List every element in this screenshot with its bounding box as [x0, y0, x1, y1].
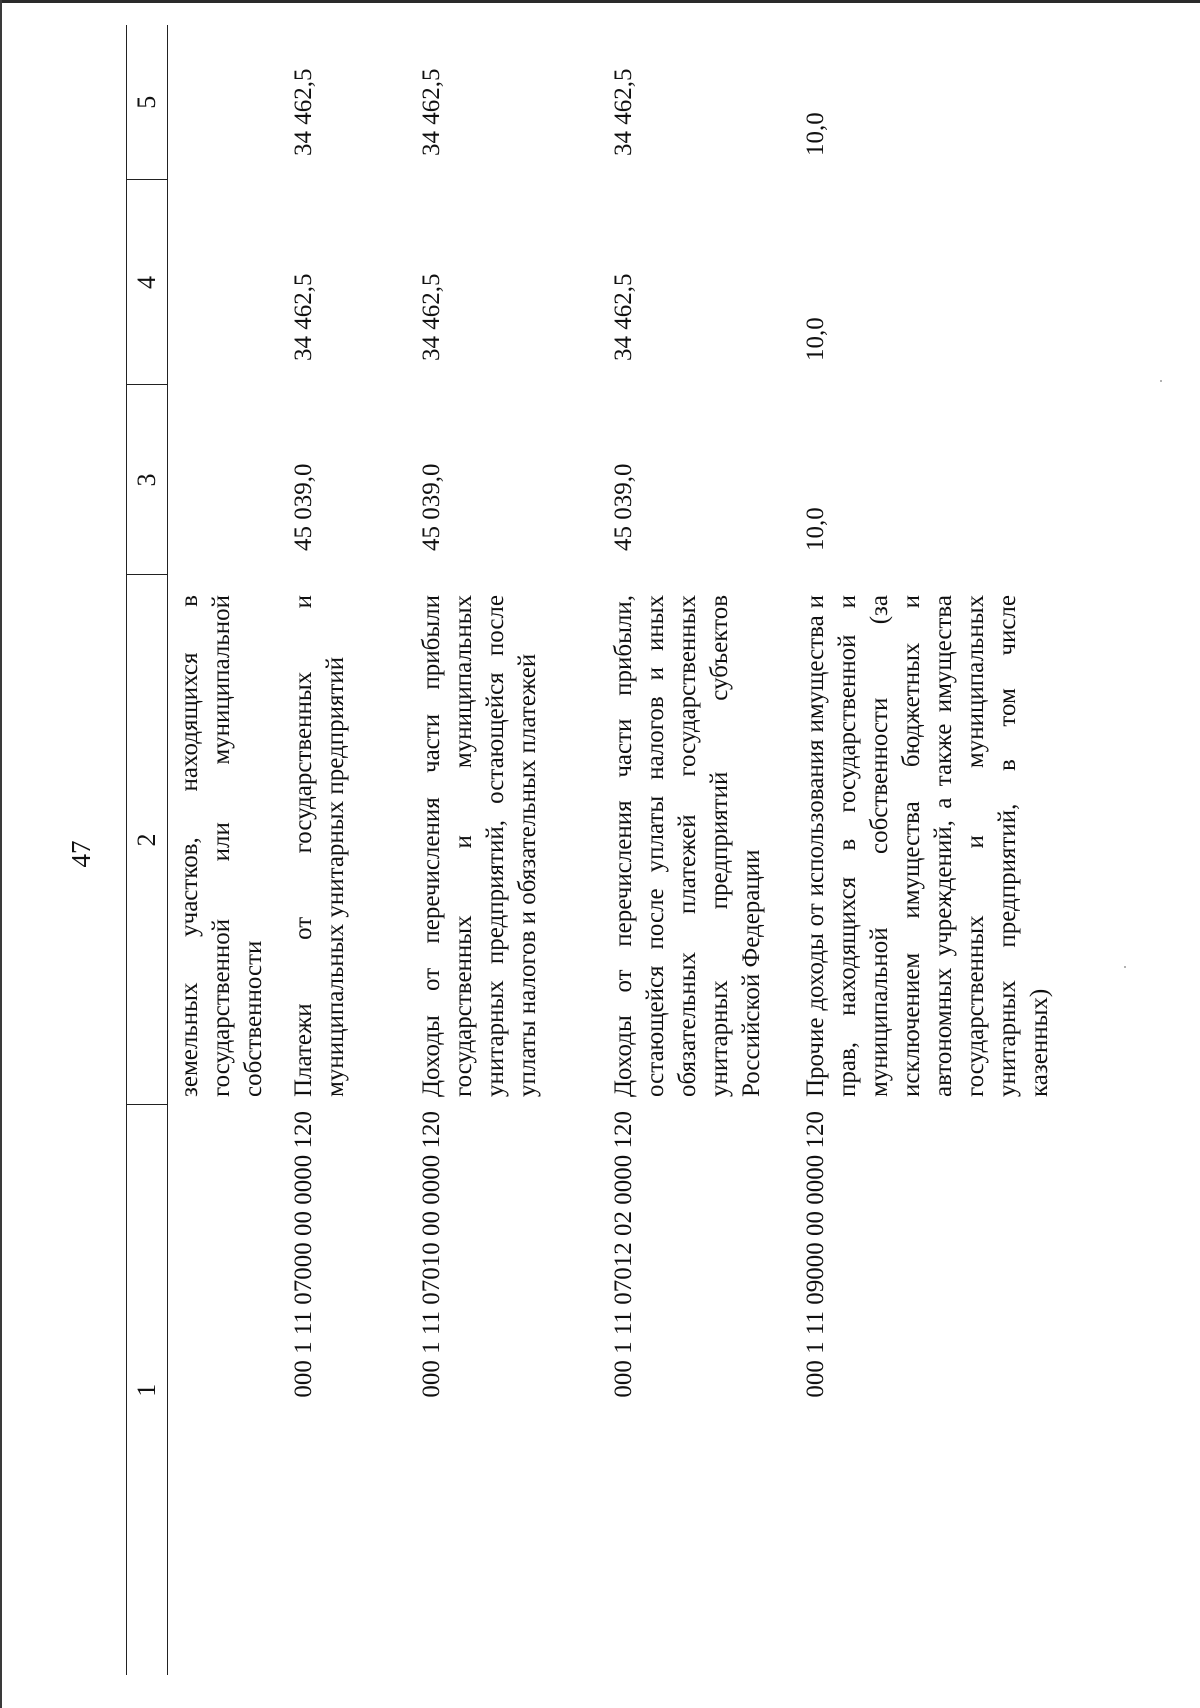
- row-name: Доходы от перечисления части прибыли государственных и муниципальных унитарных предприятий, остающейся после уплаты налогов и обязательных платежей: [418, 595, 541, 1097]
- row-value-col4: 10,0: [802, 317, 829, 361]
- row-code: 000 1 11 07000 00 0000 120: [290, 1111, 317, 1398]
- row-code: [168, 1105, 283, 1675]
- row-name: Платежи от государственных и муниципальных унитарных предприятий: [290, 595, 349, 1097]
- row-value-col3: 10,0: [802, 507, 829, 551]
- column-header-2: 2: [127, 575, 168, 1105]
- column-header-3: 3: [127, 385, 168, 575]
- row-name: Прочие доходы от использования имущества и прав, находящихся в государственной и муниципальной собственности (за исключением имущества бюджетных и автономных учреждений, а также имущества государственных и муниципальных унитарных предприятий, в том числе казенных): [802, 595, 1053, 1097]
- column-header-1: 1: [127, 1105, 168, 1675]
- row-name: земельных участков, находящихся в государственной или муниципальной собственности: [176, 595, 267, 1097]
- row-name: Доходы от перечисления части прибыли, остающейся после уплаты налогов и иных обязательных платежей государственных унитарных предприятий субъектов Российской Федерации: [610, 595, 765, 1097]
- column-header-4: 4: [127, 180, 168, 385]
- row-value-col5: 34 462,5: [610, 68, 637, 156]
- row-code: 000 1 11 07012 02 0000 120: [610, 1111, 637, 1398]
- row-value-col4: [168, 180, 283, 385]
- row-value-col3: [168, 385, 283, 575]
- row-value-col4: 34 462,5: [418, 273, 445, 361]
- table-row: [602, 25, 794, 1675]
- column-header-5: 5: [127, 25, 168, 180]
- row-value-col4: 34 462,5: [290, 273, 317, 361]
- row-value-col4: 34 462,5: [610, 273, 637, 361]
- revenue-table: [126, 25, 1090, 1675]
- row-value-col3: 45 039,0: [418, 463, 445, 551]
- row-value-col3: 45 039,0: [290, 463, 317, 551]
- table-row: [282, 25, 410, 1675]
- row-value-col3: 45 039,0: [610, 463, 637, 551]
- row-value-col5: [168, 25, 283, 180]
- row-value-col5: 10,0: [802, 112, 829, 156]
- table-header-row: [127, 25, 168, 1675]
- row-value-col5: 34 462,5: [418, 68, 445, 156]
- table-row: [410, 25, 602, 1675]
- row-code: 000 1 11 07010 00 0000 120: [418, 1111, 445, 1398]
- table-row-continuation: [168, 25, 283, 1675]
- row-value-col5: 34 462,5: [290, 68, 317, 156]
- page-number: 47: [66, 840, 96, 868]
- table-row: [794, 25, 1090, 1675]
- row-code: 000 1 11 09000 00 0000 120: [802, 1111, 829, 1398]
